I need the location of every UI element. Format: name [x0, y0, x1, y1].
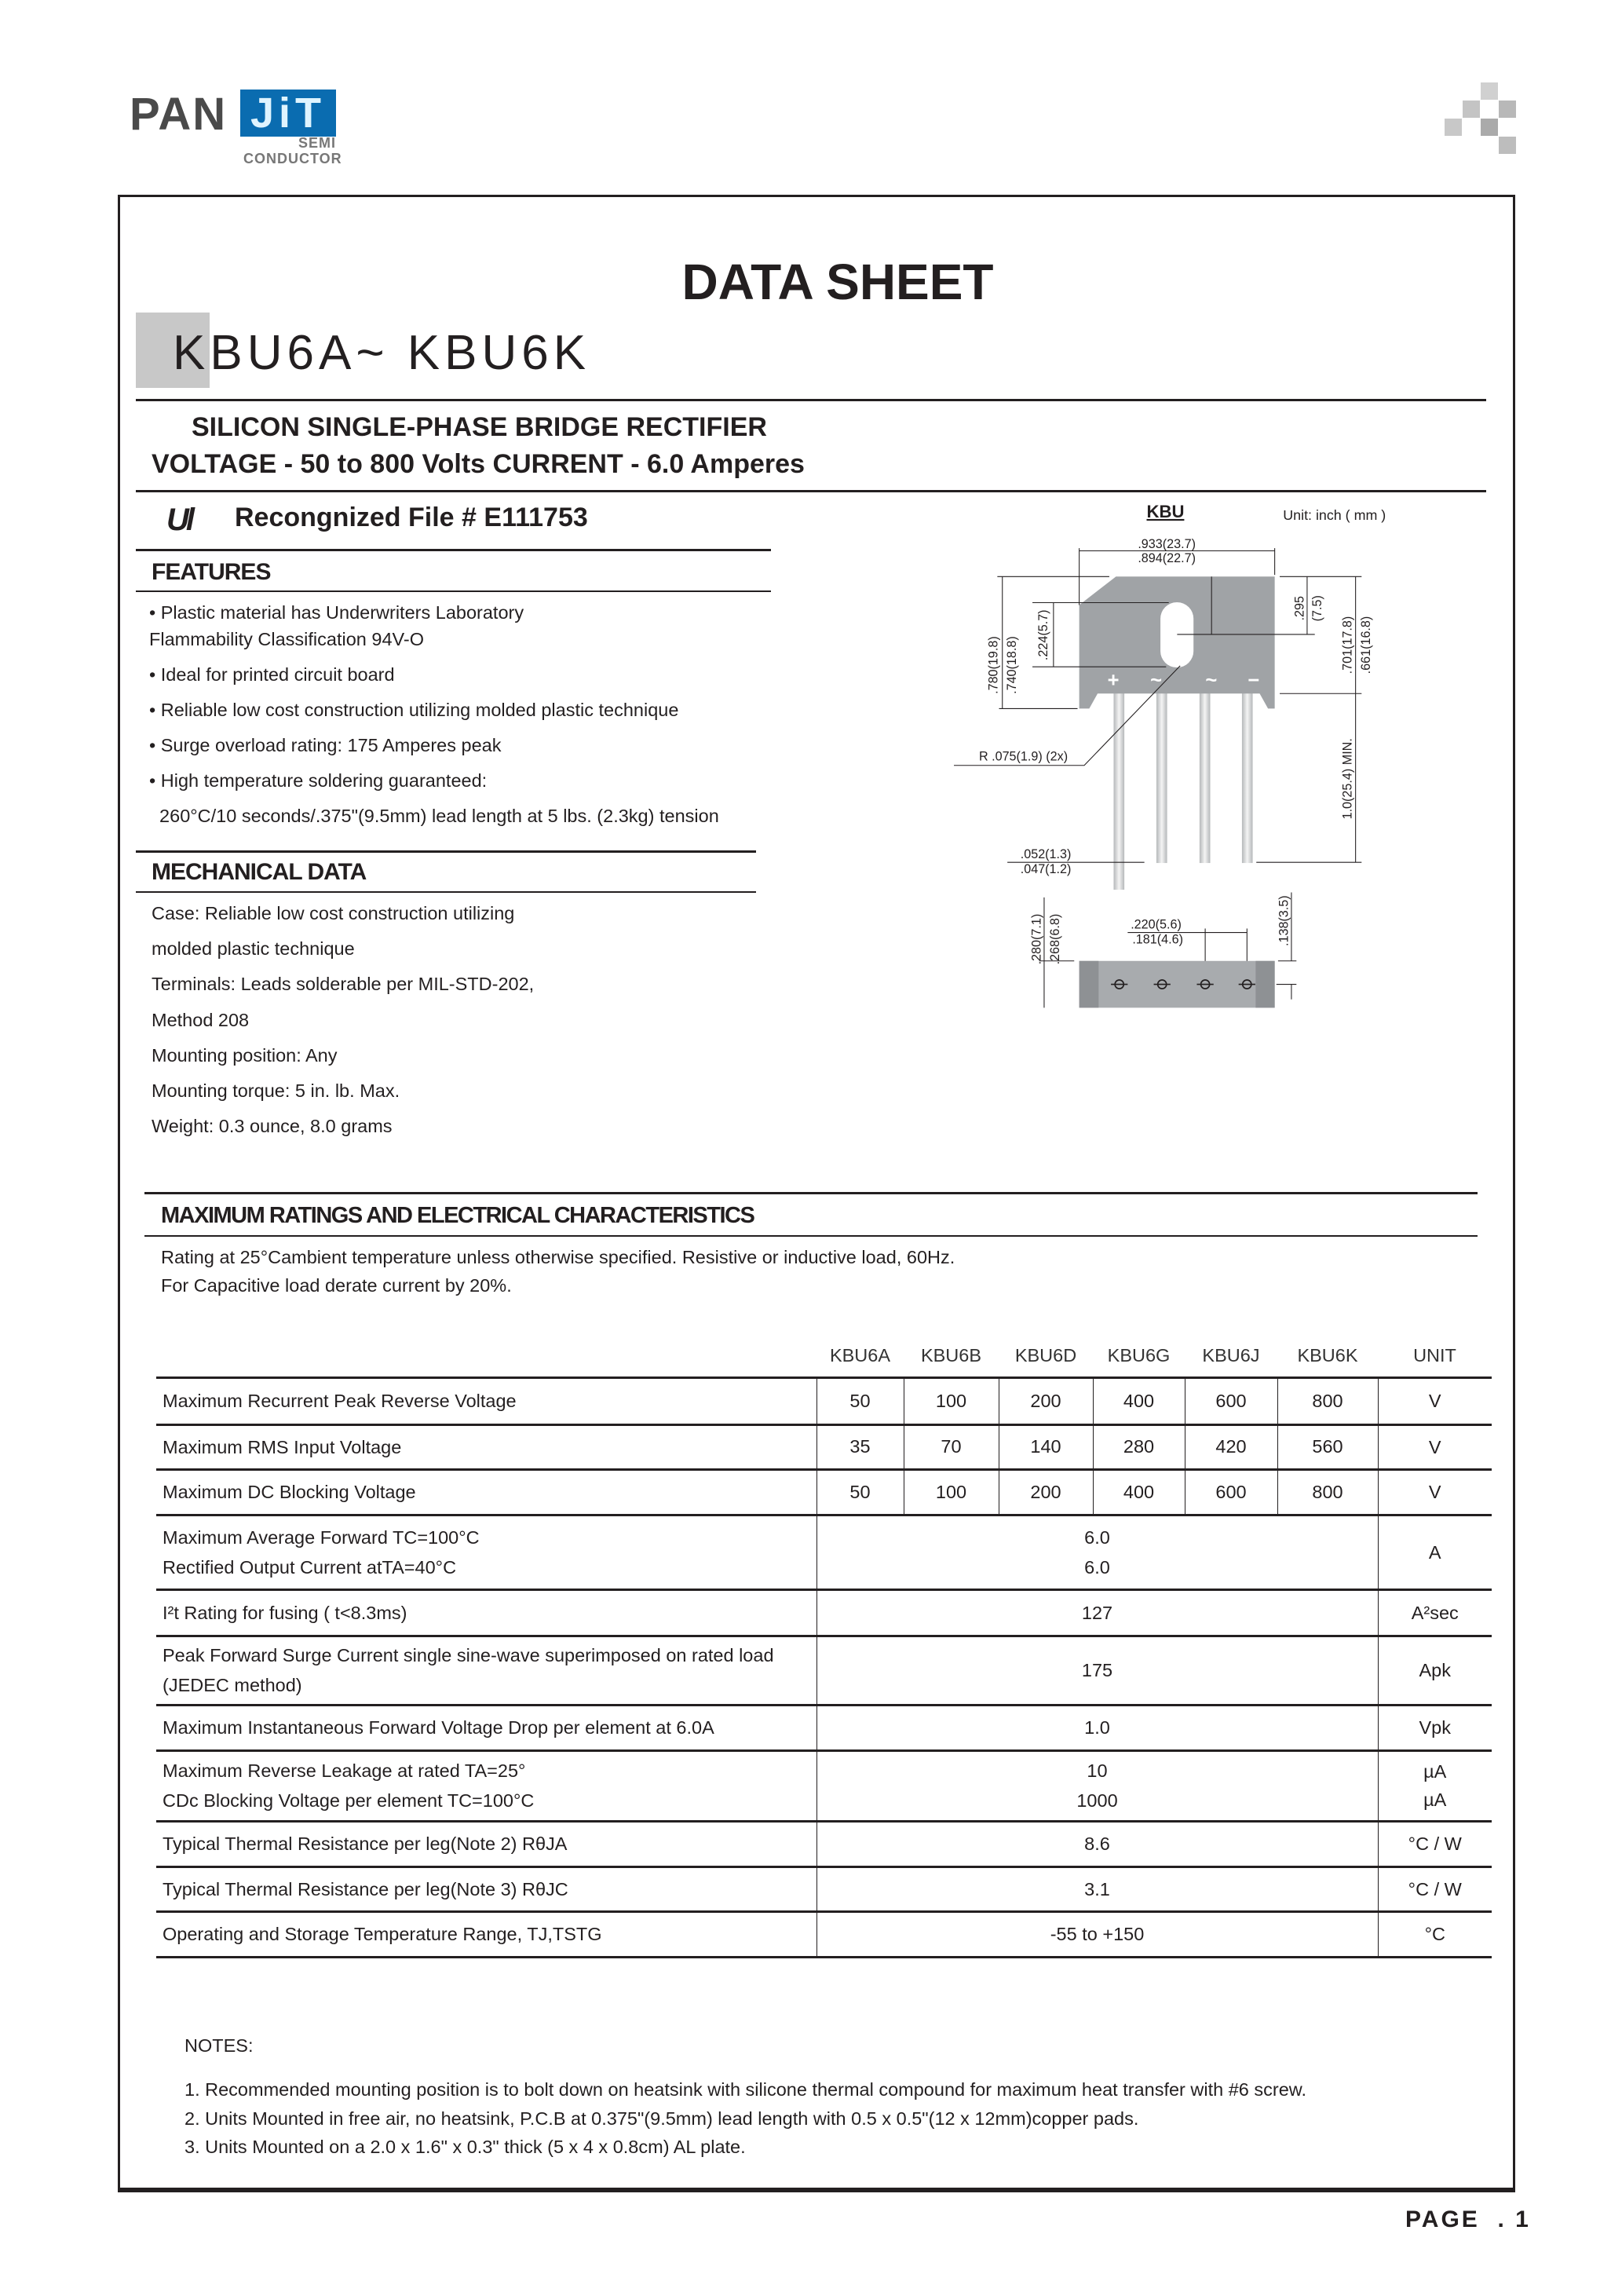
- table-row: [156, 1469, 1492, 1515]
- pin-label: −: [1248, 669, 1260, 692]
- table-row: [156, 1821, 1492, 1866]
- feature-line: • High temperature soldering guaranteed:: [149, 770, 488, 791]
- divider: [136, 549, 771, 551]
- feature-line: • Plastic material has Underwriters Laboratory: [149, 602, 524, 623]
- pin-label: ~: [1150, 669, 1162, 692]
- value-cell: 140: [999, 1424, 1093, 1469]
- value-cell: 1.0: [1084, 1717, 1110, 1738]
- bottom-view: [1080, 961, 1275, 1008]
- logo-pan: PAN: [130, 89, 228, 140]
- page-title: DATA SHEET: [681, 254, 994, 310]
- row-label: Rectified Output Current atTA=40°C: [163, 1556, 457, 1578]
- value-cell: 280: [1093, 1424, 1185, 1469]
- mechanical-line: Mounting position: Any: [152, 1045, 338, 1066]
- dim-label: .181(4.6): [1132, 932, 1184, 947]
- dim-label: (7.5): [1310, 595, 1325, 622]
- value-cell: 600: [1185, 1377, 1277, 1424]
- value-cell: 400: [1093, 1469, 1185, 1515]
- dim-label: .052(1.3): [1020, 847, 1072, 862]
- table-header-row: [156, 1335, 1492, 1377]
- value-cell: 600: [1185, 1469, 1277, 1515]
- note-item: 1. Recommended mounting position is to bolt down on heatsink with silicone thermal compound for maximum heat transfer with #6 screw.: [184, 2079, 1306, 2100]
- value-cell: 200: [999, 1377, 1093, 1424]
- table-row: [156, 1589, 1492, 1636]
- table-row: [156, 1705, 1492, 1750]
- value-cell: 3.1: [1084, 1878, 1110, 1899]
- mechanical-heading: MECHANICAL DATA: [152, 859, 367, 885]
- rating-line: VOLTAGE - 50 to 800 Volts CURRENT - 6.0 Amperes: [152, 449, 805, 479]
- value-cell: 800: [1277, 1469, 1378, 1515]
- unit-cell: °C: [1378, 1911, 1492, 1957]
- value-cell: 420: [1185, 1424, 1277, 1469]
- table-row: [156, 1866, 1492, 1911]
- table-row: [156, 1636, 1492, 1705]
- subtitle: SILICON SINGLE-PHASE BRIDGE RECTIFIER: [192, 412, 767, 442]
- dim-label: .268(6.8): [1048, 913, 1063, 965]
- value-cell: 175: [1081, 1660, 1113, 1680]
- row-label: Maximum Reverse Leakage at rated TA=25°: [163, 1760, 526, 1781]
- pin-label: +: [1107, 669, 1120, 692]
- value-cell: 560: [1277, 1424, 1378, 1469]
- dim-label: .220(5.6): [1131, 917, 1182, 932]
- value-cell: 70: [904, 1424, 999, 1469]
- row-label: CDc Blocking Voltage per element TC=100°C: [163, 1790, 535, 1811]
- unit-cell: A: [1378, 1515, 1492, 1589]
- value-cell: 100: [904, 1377, 999, 1424]
- divider: [136, 490, 1486, 492]
- dim-label: 1.0(25.4) MIN.: [1340, 738, 1355, 820]
- value-cell: 127: [1081, 1602, 1113, 1623]
- divider: [136, 590, 771, 592]
- row-label: Typical Thermal Resistance per leg(Note 3) RθJC: [163, 1878, 568, 1899]
- divider: [136, 850, 756, 853]
- value-cell: 35: [816, 1424, 904, 1469]
- column-header: KBU6D: [1014, 1344, 1077, 1366]
- unit-cell: Apk: [1378, 1636, 1492, 1705]
- logo-conductor: CONDUCTOR: [243, 151, 342, 166]
- mechanical-line: molded plastic technique: [152, 938, 355, 959]
- divider: [136, 891, 756, 893]
- mechanical-line: Mounting torque: 5 in. lb. Max.: [152, 1080, 400, 1101]
- row-label: Peak Forward Surge Current single sine-wave superimposed on rated load: [163, 1645, 774, 1665]
- row-label: Maximum Average Forward TC=100°C: [163, 1526, 480, 1548]
- column-header: KBU6G: [1107, 1344, 1171, 1366]
- mounting-hole: [1160, 602, 1193, 667]
- row-label: Typical Thermal Resistance per leg(Note 2) RθJA: [163, 1834, 568, 1854]
- value-cell: 6.0: [1084, 1526, 1110, 1548]
- ratings-note: Rating at 25°Cambient temperature unless otherwise specified. Resistive or inductive load, 60Hz.: [161, 1247, 955, 1267]
- page-number: PAGE . 1: [1405, 2206, 1531, 2232]
- dim-label: .280(7.1): [1029, 913, 1044, 965]
- row-label: Operating and Storage Temperature Range, TJ,TSTG: [163, 1924, 602, 1944]
- feature-line: • Reliable low cost construction utilizing molded plastic technique: [149, 700, 679, 720]
- column-header: KBU6B: [920, 1344, 982, 1366]
- divider: [144, 1192, 1478, 1194]
- features-heading: FEATURES: [152, 559, 271, 585]
- row-label: Maximum Recurrent Peak Reverse Voltage: [163, 1391, 517, 1411]
- dim-label: .933(23.7): [1138, 537, 1196, 552]
- unit-cell: A²sec: [1378, 1589, 1492, 1636]
- divider: [136, 399, 1486, 401]
- unit-cell: °C / W: [1378, 1866, 1492, 1911]
- dim-label: .661(16.8): [1358, 616, 1373, 675]
- logo-semi: SEMI: [298, 135, 337, 151]
- unit-cell: µA µA: [1378, 1750, 1492, 1821]
- unit-header: UNIT: [1413, 1344, 1456, 1366]
- dim-label: .295: [1292, 595, 1307, 621]
- value-cell: 100: [904, 1469, 999, 1515]
- leads: [1113, 692, 1252, 890]
- recognized-file: Recongnized File # E111753: [235, 503, 588, 532]
- dim-label: R .075(1.9) (2x): [978, 749, 1069, 764]
- unit-cell: V: [1378, 1424, 1492, 1469]
- value-cell: 8.6: [1084, 1834, 1110, 1854]
- row-label: Maximum Instantaneous Forward Voltage Drop per element at 6.0A: [163, 1717, 714, 1738]
- ul-logo-icon: Ul: [166, 503, 192, 537]
- dim-label: .701(17.8): [1340, 616, 1355, 675]
- divider: [144, 1235, 1478, 1237]
- value-cell: 50: [816, 1469, 904, 1515]
- dim-label: .224(5.7): [1036, 609, 1051, 661]
- value-cell: -55 to +150: [1050, 1924, 1145, 1944]
- value-cell: 400: [1093, 1377, 1185, 1424]
- package-drawing: [942, 495, 1460, 1146]
- table-row: [156, 1911, 1492, 1957]
- unit-label: Unit: inch ( mm ): [1283, 506, 1386, 523]
- table-row: [156, 1377, 1492, 1424]
- mechanical-line: Case: Reliable low cost construction utilizing: [152, 903, 515, 923]
- package-name: KBU: [1146, 501, 1185, 521]
- row-label: Maximum RMS Input Voltage: [163, 1436, 402, 1457]
- unit-cell: V: [1378, 1469, 1492, 1515]
- logo-jit: JiT: [240, 90, 336, 137]
- value-cell: 6.0: [1084, 1556, 1110, 1578]
- ratings-table: [156, 1335, 1492, 1958]
- value-cell: 50: [816, 1377, 904, 1424]
- feature-line: • Ideal for printed circuit board: [149, 664, 395, 685]
- value-cell: 1000: [1076, 1790, 1118, 1811]
- row-label: Maximum DC Blocking Voltage: [163, 1482, 416, 1502]
- value-cell: 800: [1277, 1377, 1378, 1424]
- mechanical-line: Terminals: Leads solderable per MIL-STD-202,: [152, 974, 535, 994]
- feature-line: Flammability Classification 94V-O: [149, 629, 424, 649]
- note-item: 2. Units Mounted in free air, no heatsink, P.C.B at 0.375"(9.5mm) lead length with 0.5 x 0.5"(12 x 12mm)copper pads.: [184, 2108, 1139, 2129]
- dim-label: .138(3.5): [1277, 895, 1291, 947]
- dim-label: .894(22.7): [1138, 550, 1196, 565]
- table-row: [156, 1424, 1492, 1469]
- ratings-heading: MAXIMUM RATINGS AND ELECTRICAL CHARACTERISTICS: [161, 1203, 754, 1228]
- mechanical-line: Weight: 0.3 ounce, 8.0 grams: [152, 1116, 393, 1136]
- feature-line: 260°C/10 seconds/.375"(9.5mm) lead length at 5 lbs. (2.3kg) tension: [149, 806, 719, 826]
- column-header: KBU6J: [1202, 1344, 1260, 1366]
- dim-label: .047(1.2): [1020, 861, 1072, 876]
- checker-decoration-icon: [1445, 82, 1517, 155]
- row-label: I²t Rating for fusing ( t<8.3ms): [163, 1602, 407, 1623]
- dim-label: .740(18.8): [1004, 636, 1019, 694]
- table-row: [156, 1750, 1492, 1821]
- table-row: [156, 1515, 1492, 1589]
- dim-label: .780(19.8): [986, 636, 1001, 694]
- column-header: KBU6A: [829, 1344, 891, 1366]
- unit-cell: °C / W: [1378, 1821, 1492, 1866]
- column-header: KBU6K: [1297, 1344, 1358, 1366]
- pin-label: ~: [1205, 669, 1218, 692]
- ratings-note: For Capacitive load derate current by 20%.: [161, 1275, 512, 1296]
- row-label: (JEDEC method): [163, 1675, 302, 1695]
- feature-line: • Surge overload rating: 175 Amperes peak: [149, 735, 502, 755]
- part-range: KBU6A~ KBU6K: [173, 326, 591, 380]
- note-item: 3. Units Mounted on a 2.0 x 1.6" x 0.3" thick (5 x 4 x 0.8cm) AL plate.: [184, 2137, 746, 2157]
- mechanical-line: Method 208: [152, 1010, 250, 1030]
- unit-cell: V: [1378, 1377, 1492, 1424]
- value-cell: 10: [1087, 1760, 1108, 1781]
- unit-cell: Vpk: [1378, 1705, 1492, 1750]
- value-cell: 200: [999, 1469, 1093, 1515]
- notes-heading: NOTES:: [184, 2035, 254, 2056]
